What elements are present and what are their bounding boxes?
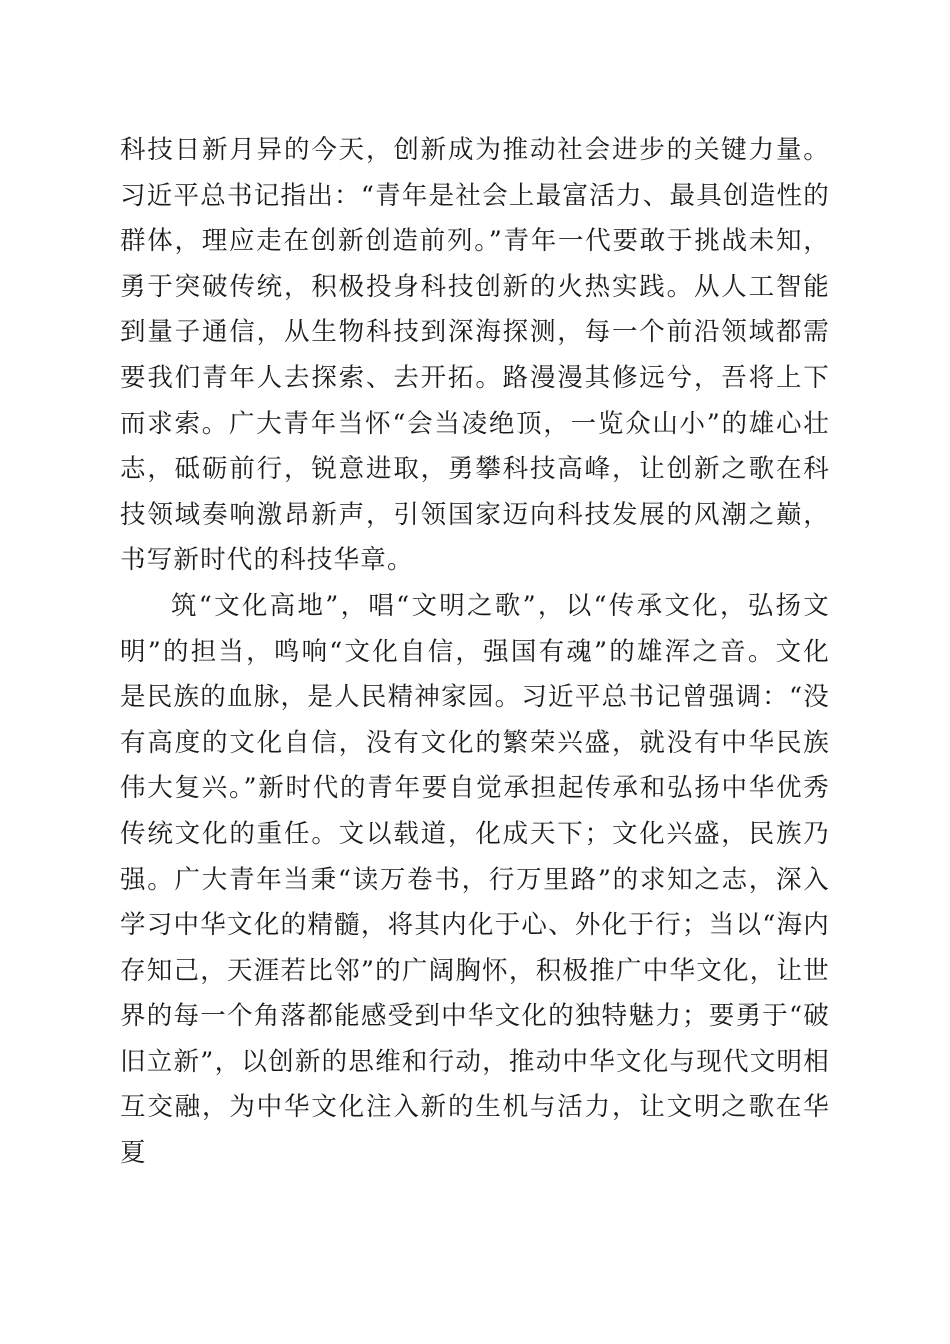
paragraph-innovation: 科技日新月异的今天，创新成为推动社会进步的关键力量。习近平总书记指出：“青年是社会上最富活力、最具创造性的群体，理应走在创新创造前列。”青年一代要敢于挑战未知，勇于突破传统，积极投身科技创新的火热实践。从人工智能到量子通信，从生物科技到深海探测，每一个前沿领域都需要我们青年人去探索、去开拓。路漫漫其修远兮，吾将上下而求索。广大青年当怀“会当凌绝顶，一览众山小”的雄心壮志，砥砺前行，锐意进取，勇攀科技高峰，让创新之歌在科技领域奏响激昂新声，引领国家迈向科技发展的风潮之巅，书写新时代的科技华章。 [120,135,830,576]
document-body [120,128,830,1177]
paragraph-culture: 筑“文化高地”，唱“文明之歌”，以“传承文化，弘扬文明”的担当，鸣响“文化自信，强国有魂”的雄浑之音。文化是民族的血脉，是人民精神家园。习近平总书记曾强调：“没有高度的文化自信，没有文化的繁荣兴盛，就没有中华民族伟大复兴。”新时代的青年要自觉承担起传承和弘扬中华优秀传统文化的重任。文以载道，化成天下；文化兴盛，民族乃强。广大青年当秉“读万卷书，行万里路”的求知之志，深入学习中华文化的精髓，将其内化于心、外化于行；当以“海内存知己，天涯若比邻”的广阔胸怀，积极推广中华文化，让世界的每一个角落都能感受到中华文化的独特魅力；要勇于“破旧立新”，以创新的思维和行动，推动中华文化与现代文明相互交融，为中华文化注入新的生机与活力，让文明之歌在华夏 [120,590,830,1169]
